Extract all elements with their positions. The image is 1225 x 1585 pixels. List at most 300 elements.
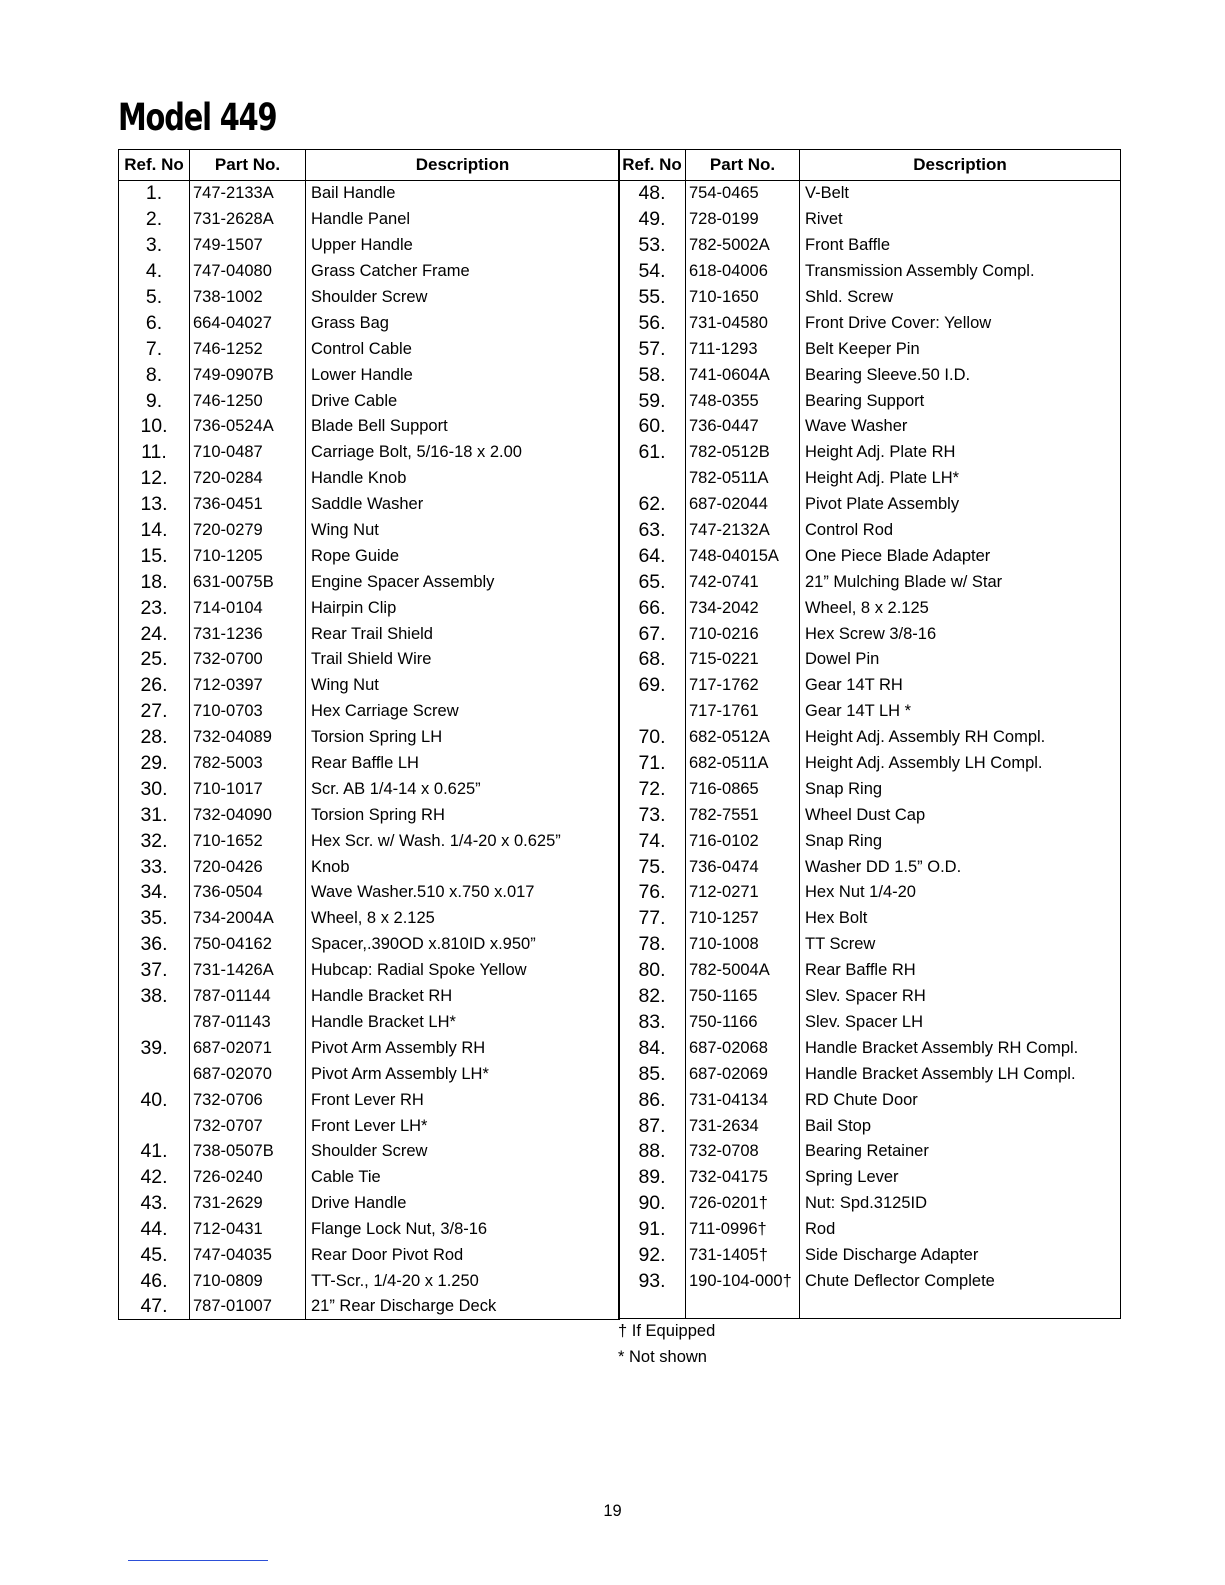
description-cell: Snap Ring	[805, 779, 883, 798]
description-cell: Grass Bag	[311, 313, 389, 332]
part-no-cell: 736-0524A	[190, 414, 306, 440]
part-no-cell: 717-1762	[686, 673, 800, 699]
part-no-cell: 732-04175	[686, 1165, 800, 1191]
part-no-cell: 782-7551	[686, 802, 800, 828]
part-no-cell: 726-0201†	[686, 1191, 800, 1217]
part-no-cell: 664-04027	[190, 310, 306, 336]
ref-no-cell	[119, 1010, 190, 1036]
description-cell: Transmission Assembly Compl.	[805, 262, 1035, 281]
part-no-cell: 782-5003	[190, 751, 306, 777]
table-row	[619, 932, 1121, 958]
part-no-cell: 710-1257	[686, 906, 800, 932]
description-cell: TT Screw	[805, 935, 876, 954]
part-no-cell: 712-0271	[686, 880, 800, 906]
table-row	[119, 647, 620, 673]
part-no-cell: 732-0708	[686, 1139, 800, 1165]
part-no-cell: 716-0865	[686, 776, 800, 802]
description-cell: Gear 14T LH *	[805, 702, 912, 721]
table-row	[119, 440, 620, 466]
part-no-cell: 742-0741	[686, 569, 800, 595]
ref-no-cell: 39.	[119, 1035, 190, 1061]
description-cell: Wheel, 8 x 2.125	[805, 598, 929, 617]
description-cell: Control Cable	[311, 339, 412, 358]
table-row	[619, 543, 1121, 569]
part-no-cell: 782-0511A	[686, 466, 800, 492]
table-row	[119, 1035, 620, 1061]
ref-no-cell: 80.	[619, 958, 686, 984]
description-cell: Shoulder Screw	[311, 288, 428, 306]
description-cell: Hairpin Clip	[311, 598, 397, 617]
part-no-cell: 746-1250	[190, 388, 306, 414]
part-no-cell: 711-0996†	[686, 1217, 800, 1243]
part-no-cell: 738-0507B	[190, 1139, 306, 1165]
table-row	[619, 1113, 1121, 1139]
part-no-header: Part No.	[190, 150, 306, 181]
description-cell: Knob	[311, 857, 350, 876]
ref-no-cell: 59.	[619, 388, 686, 414]
ref-no-cell: 26.	[119, 673, 190, 699]
table-row	[119, 802, 620, 828]
description-cell: Slev. Spacer LH	[805, 1012, 923, 1031]
description-cell: Belt Keeper Pin	[805, 339, 920, 358]
description-cell: Pivot Arm Assembly RH	[311, 1038, 486, 1057]
table-row	[619, 259, 1121, 285]
part-no-cell: 787-01143	[190, 1010, 306, 1036]
part-no-cell: 731-2629	[190, 1191, 306, 1217]
part-no-cell: 714-0104	[190, 595, 306, 621]
description-cell: Hex Carriage Screw	[311, 702, 459, 721]
ref-no-cell	[119, 1061, 190, 1087]
table-row	[119, 1165, 620, 1191]
description-cell: Hex Scr. w/ Wash. 1/4-20 x 0.625”	[311, 831, 561, 850]
ref-no-cell: 6.	[119, 310, 190, 336]
table-row	[619, 1165, 1121, 1191]
ref-no-cell	[619, 699, 686, 725]
ref-no-cell: 62.	[619, 492, 686, 518]
description-cell: Handle Knob	[311, 469, 407, 488]
table-row	[619, 621, 1121, 647]
ref-no-cell: 78.	[619, 932, 686, 958]
description-cell: One Piece Blade Adapter	[805, 546, 991, 565]
description-cell: Wave Washer	[805, 417, 908, 436]
ref-no-cell: 18.	[119, 569, 190, 595]
table-row	[119, 492, 620, 518]
table-row	[119, 828, 620, 854]
ref-no-cell: 71.	[619, 751, 686, 777]
ref-no-cell: 76.	[619, 880, 686, 906]
table-row	[119, 958, 620, 984]
part-no-cell: 749-0907B	[190, 362, 306, 388]
ref-no-cell: 38.	[119, 984, 190, 1010]
table-row	[119, 207, 620, 233]
description-cell: Rear Baffle LH	[311, 754, 419, 773]
part-no-cell: 731-1405†	[686, 1243, 800, 1269]
table-row	[619, 518, 1121, 544]
part-no-cell: 682-0511A	[686, 751, 800, 777]
description-cell: Rear Trail Shield	[311, 624, 433, 643]
ref-no-cell: 10.	[119, 414, 190, 440]
ref-no-cell: 31.	[119, 802, 190, 828]
description-cell: 21” Mulching Blade w/ Star	[805, 572, 1003, 591]
description-cell: Shld. Screw	[805, 288, 894, 306]
part-no-cell: 716-0102	[686, 828, 800, 854]
table-row	[119, 854, 620, 880]
ref-no-cell: 36.	[119, 932, 190, 958]
part-no-cell: 687-02044	[686, 492, 800, 518]
table-row	[119, 906, 620, 932]
ref-no-cell: 12.	[119, 466, 190, 492]
table-header-row	[619, 150, 1121, 181]
table-row	[119, 543, 620, 569]
description-cell: Saddle Washer	[311, 495, 424, 514]
description-cell: Upper Handle	[311, 236, 413, 255]
ref-no-cell: 48.	[619, 181, 686, 207]
description-cell: Spacer,.390OD x.810ID x.950”	[311, 935, 536, 954]
part-no-cell: 732-0700	[190, 647, 306, 673]
table-row	[619, 466, 1121, 492]
table-row	[619, 181, 1121, 207]
ref-no-cell: 25.	[119, 647, 190, 673]
description-cell: Front Drive Cover: Yellow	[805, 313, 992, 332]
part-no-cell: 748-04015A	[686, 543, 800, 569]
parts-table-left	[118, 149, 620, 1320]
description-cell: Front Baffle	[805, 236, 890, 255]
ref-no-cell: 4.	[119, 259, 190, 285]
description-cell: Hubcap: Radial Spoke Yellow	[311, 961, 527, 980]
description-cell: Bearing Support	[805, 391, 925, 410]
part-no-cell: 787-01144	[190, 984, 306, 1010]
ref-no-cell: 32.	[119, 828, 190, 854]
table-row	[619, 388, 1121, 414]
part-no-cell: 618-04006	[686, 259, 800, 285]
table-row	[119, 621, 620, 647]
description-cell: Blade Bell Support	[311, 417, 448, 436]
description-cell: Rivet	[805, 210, 843, 229]
description-cell: Hex Screw 3/8-16	[805, 624, 937, 643]
ref-no-cell: 73.	[619, 802, 686, 828]
ref-no-cell: 23.	[119, 595, 190, 621]
table-row	[119, 388, 620, 414]
ref-no-cell: 83.	[619, 1010, 686, 1036]
part-no-cell: 747-04035	[190, 1243, 306, 1269]
description-cell: Carriage Bolt, 5/16-18 x 2.00	[311, 443, 522, 462]
ref-no-cell: 64.	[619, 543, 686, 569]
ref-no-cell: 82.	[619, 984, 686, 1010]
ref-no-cell: 1.	[119, 181, 190, 207]
table-row	[119, 259, 620, 285]
if-equipped-note: † If Equipped	[618, 1322, 716, 1340]
table-row	[619, 310, 1121, 336]
ref-no-cell: 46.	[119, 1268, 190, 1294]
description-cell: Wheel, 8 x 2.125	[311, 909, 435, 928]
description-cell: V-Belt	[805, 184, 850, 203]
part-no-cell: 731-2634	[686, 1113, 800, 1139]
table-row	[619, 751, 1121, 777]
description-cell: Trail Shield Wire	[311, 650, 432, 669]
description-cell: RD Chute Door	[805, 1090, 918, 1109]
part-no-cell: 687-02068	[686, 1035, 800, 1061]
description-cell: Wing Nut	[311, 521, 379, 540]
description-cell: Hex Nut 1/4-20	[805, 883, 916, 902]
description-cell: Side Discharge Adapter	[805, 1245, 979, 1264]
ref-no-cell: 60.	[619, 414, 686, 440]
description-cell: TT-Scr., 1/4-20 x 1.250	[311, 1271, 479, 1290]
ref-no-cell: 43.	[119, 1191, 190, 1217]
part-no-cell: 747-04080	[190, 259, 306, 285]
part-no-cell: 687-02071	[190, 1035, 306, 1061]
description-cell: Shoulder Screw	[311, 1142, 428, 1161]
ref-no-cell	[119, 1113, 190, 1139]
description-header: Description	[800, 150, 1121, 181]
part-no-cell: 710-1017	[190, 776, 306, 802]
part-no-cell: 741-0604A	[686, 362, 800, 388]
ref-no-cell: 63.	[619, 518, 686, 544]
footnotes	[618, 1318, 715, 1370]
part-no-cell: 750-1165	[686, 984, 800, 1010]
description-cell: Rear Door Pivot Rod	[311, 1245, 464, 1264]
ref-no-cell: 34.	[119, 880, 190, 906]
page-number: 19	[603, 1502, 622, 1520]
table-row	[119, 1217, 620, 1243]
table-row	[619, 699, 1121, 725]
part-no-cell: 754-0465	[686, 181, 800, 207]
table-header-row	[119, 150, 620, 181]
description-cell: Hex Bolt	[805, 909, 868, 928]
description-cell: Handle Bracket Assembly RH Compl.	[805, 1038, 1079, 1057]
table-row	[119, 1268, 620, 1294]
table-row	[119, 1139, 620, 1165]
part-no-cell: 736-0447	[686, 414, 800, 440]
part-no-cell: 782-0512B	[686, 440, 800, 466]
part-no-cell: 731-2628A	[190, 207, 306, 233]
table-row	[619, 233, 1121, 259]
table-row	[619, 492, 1121, 518]
description-cell: Front Lever LH*	[311, 1116, 428, 1135]
ref-no-cell: 69.	[619, 673, 686, 699]
ref-no-cell: 68.	[619, 647, 686, 673]
ref-no-cell: 84.	[619, 1035, 686, 1061]
description-cell: Chute Deflector Complete	[805, 1271, 995, 1290]
part-no-cell: 738-1002	[190, 285, 306, 311]
part-no-cell: 732-0707	[190, 1113, 306, 1139]
description-cell: Handle Panel	[311, 210, 411, 229]
table-row	[619, 906, 1121, 932]
part-no-cell: 736-0504	[190, 880, 306, 906]
ref-no-cell: 47.	[119, 1294, 190, 1320]
description-cell: Gear 14T RH	[805, 676, 903, 695]
ref-no-cell: 92.	[619, 1243, 686, 1269]
ref-no-cell	[619, 1294, 686, 1319]
table-row	[119, 233, 620, 259]
table-row	[119, 569, 620, 595]
table-row	[119, 310, 620, 336]
description-cell: Bail Stop	[805, 1116, 872, 1135]
table-row	[119, 984, 620, 1010]
part-no-cell: 732-04090	[190, 802, 306, 828]
part-no-cell: 720-0284	[190, 466, 306, 492]
ref-no-cell: 90.	[619, 1191, 686, 1217]
description-cell: Flange Lock Nut, 3/8-16	[311, 1220, 488, 1239]
table-row	[619, 776, 1121, 802]
part-no-cell: 750-04162	[190, 932, 306, 958]
part-no-cell: 734-2004A	[190, 906, 306, 932]
table-row	[619, 285, 1121, 311]
part-no-cell: 720-0426	[190, 854, 306, 880]
description-cell: Handle Bracket Assembly LH Compl.	[805, 1064, 1076, 1083]
part-no-cell: 748-0355	[686, 388, 800, 414]
table-row	[119, 181, 620, 207]
description-cell: Rear Baffle RH	[805, 961, 916, 980]
ref-no-cell: 65.	[619, 569, 686, 595]
table-row	[619, 1061, 1121, 1087]
ref-no-cell: 61.	[619, 440, 686, 466]
part-no-cell: 749-1507	[190, 233, 306, 259]
ref-no-cell: 29.	[119, 751, 190, 777]
description-cell: Drive Handle	[311, 1194, 407, 1213]
table-row	[619, 1035, 1121, 1061]
description-cell: Control Rod	[805, 521, 894, 540]
table-row	[119, 414, 620, 440]
part-no-cell: 715-0221	[686, 647, 800, 673]
description-cell: 21” Rear Discharge Deck	[311, 1297, 497, 1316]
table-row	[619, 1010, 1121, 1036]
ref-no-cell: 49.	[619, 207, 686, 233]
description-cell: Height Adj. Plate LH*	[805, 469, 960, 488]
ref-no-cell: 66.	[619, 595, 686, 621]
table-row	[619, 336, 1121, 362]
part-no-cell: 736-0474	[686, 854, 800, 880]
description-cell: Lower Handle	[311, 365, 413, 384]
ref-no-cell: 58.	[619, 362, 686, 388]
description-cell: Cable Tie	[311, 1168, 381, 1187]
ref-no-cell: 88.	[619, 1139, 686, 1165]
ref-no-cell: 53.	[619, 233, 686, 259]
description-cell: Bearing Retainer	[805, 1142, 929, 1161]
page-title: Model 449	[118, 96, 277, 139]
description-cell: Rope Guide	[311, 546, 400, 565]
part-no-header: Part No.	[686, 150, 800, 181]
description-cell: Pivot Plate Assembly	[805, 495, 960, 514]
table-row	[619, 362, 1121, 388]
ref-no-cell: 37.	[119, 958, 190, 984]
description-cell: Bail Handle	[311, 184, 396, 203]
table-row	[619, 647, 1121, 673]
table-row	[119, 880, 620, 906]
ref-no-cell: 7.	[119, 336, 190, 362]
ref-no-cell: 56.	[619, 310, 686, 336]
part-no-cell: 731-04134	[686, 1087, 800, 1113]
part-no-cell: 710-1652	[190, 828, 306, 854]
table-row	[619, 414, 1121, 440]
description-cell: Height Adj. Assembly RH Compl.	[805, 728, 1046, 747]
not-shown-note: * Not shown	[618, 1348, 707, 1366]
ref-no-cell: 75.	[619, 854, 686, 880]
description-cell: Torsion Spring RH	[311, 805, 445, 824]
part-no-cell: 731-1236	[190, 621, 306, 647]
ref-no-cell: 91.	[619, 1217, 686, 1243]
part-no-cell: 631-0075B	[190, 569, 306, 595]
table-row	[619, 1217, 1121, 1243]
table-row	[619, 802, 1121, 828]
table-row	[119, 699, 620, 725]
ref-no-cell: 45.	[119, 1243, 190, 1269]
description-cell: Handle Bracket RH	[311, 987, 453, 1006]
ref-no-cell: 5.	[119, 285, 190, 311]
description-cell: Wheel Dust Cap	[805, 805, 926, 824]
part-no-cell: 717-1761	[686, 699, 800, 725]
table-row	[119, 751, 620, 777]
ref-no-cell: 87.	[619, 1113, 686, 1139]
ref-no-cell: 33.	[119, 854, 190, 880]
part-no-cell: 682-0512A	[686, 725, 800, 751]
table-row	[619, 673, 1121, 699]
table-row	[619, 1268, 1121, 1294]
table-row	[119, 285, 620, 311]
ref-no-cell: 14.	[119, 518, 190, 544]
part-no-cell: 710-1008	[686, 932, 800, 958]
table-row	[119, 595, 620, 621]
description-cell: Height Adj. Assembly LH Compl.	[805, 754, 1043, 773]
table-row	[619, 1294, 1121, 1319]
part-no-cell: 732-0706	[190, 1087, 306, 1113]
description-cell: Washer DD 1.5” O.D.	[805, 857, 962, 876]
table-row	[119, 932, 620, 958]
description-cell: Drive Cable	[311, 391, 398, 410]
part-no-cell: 710-0703	[190, 699, 306, 725]
description-cell: Pivot Arm Assembly LH*	[311, 1064, 489, 1083]
ref-no-cell	[619, 466, 686, 492]
table-row	[119, 1243, 620, 1269]
part-no-cell: 750-1166	[686, 1010, 800, 1036]
description-cell: Wing Nut	[311, 676, 379, 695]
ref-no-cell: 3.	[119, 233, 190, 259]
part-no-cell: 710-1650	[686, 285, 800, 311]
table-row	[619, 854, 1121, 880]
part-no-cell: 728-0199	[686, 207, 800, 233]
table-row	[619, 828, 1121, 854]
part-no-cell: 787-01007	[190, 1294, 306, 1320]
ref-no-cell: 55.	[619, 285, 686, 311]
part-no-cell: 731-04580	[686, 310, 800, 336]
part-no-cell: 782-5004A	[686, 958, 800, 984]
ref-no-cell: 77.	[619, 906, 686, 932]
part-no-cell: 710-1205	[190, 543, 306, 569]
ref-no-cell: 89.	[619, 1165, 686, 1191]
ref-no-header: Ref. No	[119, 150, 190, 181]
ref-no-cell: 8.	[119, 362, 190, 388]
ref-no-header: Ref. No	[619, 150, 686, 181]
table-row	[119, 466, 620, 492]
description-cell: Slev. Spacer RH	[805, 987, 926, 1006]
table-row	[619, 207, 1121, 233]
table-row	[119, 1010, 620, 1036]
description-cell: Engine Spacer Assembly	[311, 572, 495, 591]
table-row	[619, 984, 1121, 1010]
ref-no-cell: 44.	[119, 1217, 190, 1243]
table-row	[619, 569, 1121, 595]
description-cell: Rod	[805, 1220, 836, 1239]
ref-no-cell: 86.	[619, 1087, 686, 1113]
description-cell: Grass Catcher Frame	[311, 262, 470, 281]
ref-no-cell: 40.	[119, 1087, 190, 1113]
ref-no-cell: 54.	[619, 259, 686, 285]
part-no-cell: 712-0431	[190, 1217, 306, 1243]
ref-no-cell: 85.	[619, 1061, 686, 1087]
part-no-cell: 710-0487	[190, 440, 306, 466]
part-no-cell: 731-1426A	[190, 958, 306, 984]
description-cell: Dowel Pin	[805, 650, 880, 669]
table-row	[619, 880, 1121, 906]
